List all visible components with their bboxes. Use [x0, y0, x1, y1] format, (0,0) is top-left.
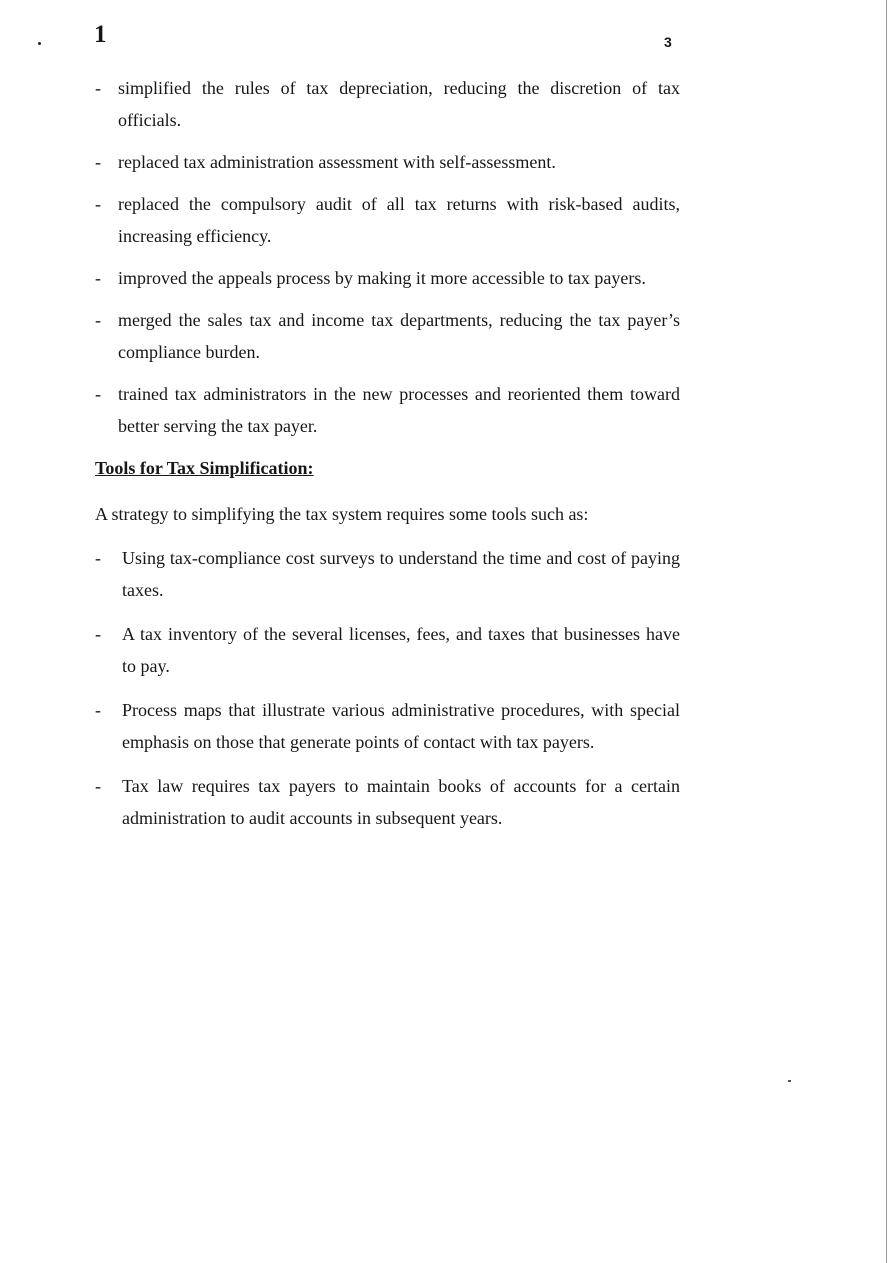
- bullet-dash: -: [95, 310, 101, 330]
- section-heading: Tools for Tax Simplification:: [95, 458, 314, 478]
- page-number: 3: [664, 34, 672, 50]
- list-item-text: improved the appeals process by making it more accessible to tax payers.: [118, 268, 646, 288]
- list-item: [95, 618, 680, 682]
- list-item: [95, 694, 680, 758]
- reform-list: [95, 72, 680, 442]
- list-item-text: A tax inventory of the several licenses, fees, and taxes that businesses have to pay.: [122, 624, 680, 676]
- bullet-dash: -: [95, 194, 101, 214]
- bullet-dash: -: [95, 152, 101, 172]
- bullet-dash: -: [95, 268, 101, 288]
- tools-list: [95, 542, 680, 834]
- bullet-dash: -: [95, 384, 101, 404]
- list-item-text: trained tax administrators in the new processes and reoriented them toward better serving the tax payer.: [118, 384, 680, 436]
- list-item: [95, 378, 680, 442]
- list-item-text: replaced the compulsory audit of all tax returns with risk-based audits, increasing efficiency.: [118, 194, 680, 246]
- document-body: [95, 72, 680, 846]
- list-item: [95, 542, 680, 606]
- page-edge-line: [886, 0, 887, 1263]
- bullet-dash: -: [95, 624, 101, 644]
- bullet-dash: -: [95, 776, 101, 796]
- list-item: [95, 262, 680, 294]
- list-item-text: Process maps that illustrate various administrative procedures, with special emphasis on those that generate points of contact with tax payers.: [122, 700, 680, 752]
- list-item-text: merged the sales tax and income tax departments, reducing the tax payer’s compliance burden.: [118, 310, 680, 362]
- bullet-dash: -: [95, 700, 101, 720]
- list-item-text: Tax law requires tax payers to maintain books of accounts for a certain administration to audit accounts in subsequent years.: [122, 776, 680, 828]
- list-item-text: Using tax-compliance cost surveys to understand the time and cost of paying taxes.: [122, 548, 680, 600]
- list-item-text: simplified the rules of tax depreciation, reducing the discretion of tax officials.: [118, 78, 680, 130]
- bullet-dash: -: [95, 78, 101, 98]
- scan-speck-lower: [788, 1080, 791, 1082]
- scan-speck: [38, 42, 41, 45]
- bullet-dash: -: [95, 548, 101, 568]
- list-item-text: replaced tax administration assessment with self-assessment.: [118, 152, 556, 172]
- list-item: [95, 770, 680, 834]
- corner-mark: 1: [94, 21, 107, 48]
- intro-paragraph: A strategy to simplifying the tax system requires some tools such as:: [95, 504, 589, 524]
- list-item: [95, 72, 680, 136]
- list-item: [95, 188, 680, 252]
- list-item: [95, 304, 680, 368]
- list-item: [95, 146, 680, 178]
